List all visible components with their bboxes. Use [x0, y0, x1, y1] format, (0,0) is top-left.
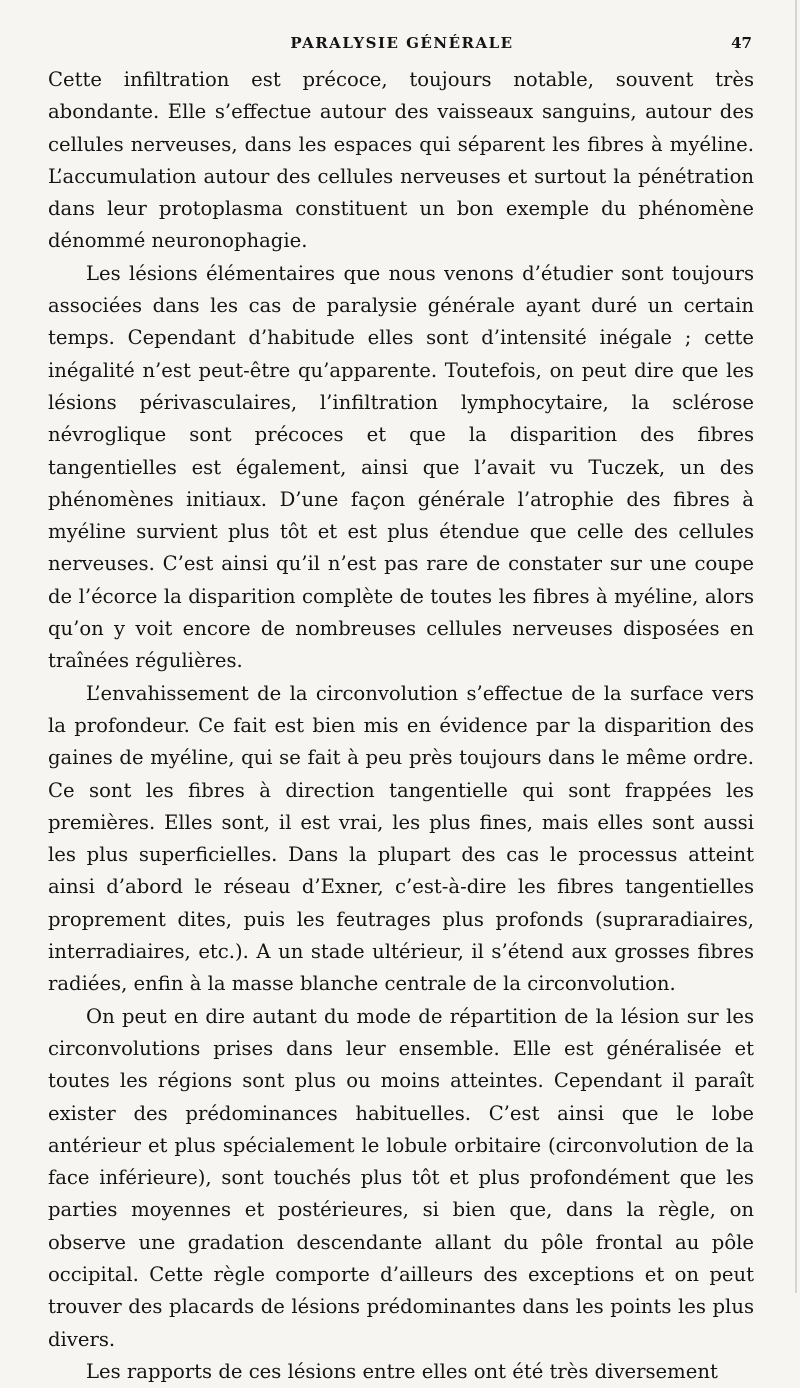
body-text	[48, 64, 754, 1388]
paragraph: L’envahissement de la circonvolution s’effectue de la surface vers la profondeur. Ce fait est bien mis en évidence par la disparition des gaines de myéline, qui se fait à peu près toujours dans le même ordre. Ce sont les fibres à direction tangentielle qui sont frappées les premières. Elles sont, il est vrai, les plus fines, mais elles sont aussi les plus superficielles. Dans la plupart des cas le processus atteint ainsi d’abord le réseau d’Exner, c’est-à-dire les fibres tangentielles proprement dites, puis les feutrages plus profonds (supraradiaires, interradiaires, etc.). A un stade ultérieur, il s’étend aux grosses fibres radiées, enfin à la masse blanche centrale de la circonvolution.	[48, 681, 754, 996]
running-header	[48, 34, 756, 60]
paragraph: Les rapports de ces lésions entre elles ont été très diversement	[86, 1359, 718, 1383]
running-title: PARALYSIE GÉNÉRALE	[290, 34, 514, 52]
paragraph: Les lésions élémentaires que nous venons d’étudier sont toujours associées dans les cas de paralysie générale ayant duré un certain temps. Cependant d’habitude elles sont d’intensité inégale ; cette inégalité n’est peut-être qu’apparente. Toutefois, on peut dire que les lésions périvasculaires, l’infiltration lymphocytaire, la sclérose névroglique sont précoces et que la disparition des fibres tangentielles est également, ainsi que l’avait vu Tuczek, un des phénomènes initiaux. D’une façon générale l’atrophie des fibres à myéline survient plus tôt et est plus étendue que celle des cellules nerveuses. C’est ainsi qu’il n’est pas rare de constater sur une coupe de l’écorce la disparition complète de toutes les fibres à myéline, alors qu’on y voit encore de nombreuses cellules nerveuses disposées en traînées régulières.	[48, 261, 754, 673]
page-edge	[795, 0, 797, 1293]
paragraph: On peut en dire autant du mode de répartition de la lésion sur les circonvolutions prises dans leur ensemble. Elle est généralisée et toutes les régions sont plus ou moins atteintes. Cependant il paraît exister des prédominances habituelles. C’est ainsi que le lobe antérieur et plus spécialement le lobule orbitaire (circonvolution de la face inférieure), sont touchés plus tôt et plus profondément que les parties moyennes et postérieures, si bien que, dans la règle, on observe une gradation descendante allant du pôle frontal au pôle occipital. Cette règle comporte d’ailleurs des exceptions et on peut trouver des placards de lésions prédominantes dans les points les plus divers.	[48, 1004, 754, 1351]
page-number: 47	[731, 34, 752, 52]
paragraph-continued: Cette infiltration est précoce, toujours notable, souvent très abondante. Elle s’effectue autour des vaisseaux sanguins, autour des cellules nerveuses, dans les espaces qui séparent les fibres à myéline. L’accumulation autour des cellules nerveuses et surtout la pénétration dans leur protoplasma constituent un bon exemple du phénomène dénommé neuronophagie.	[48, 68, 754, 253]
